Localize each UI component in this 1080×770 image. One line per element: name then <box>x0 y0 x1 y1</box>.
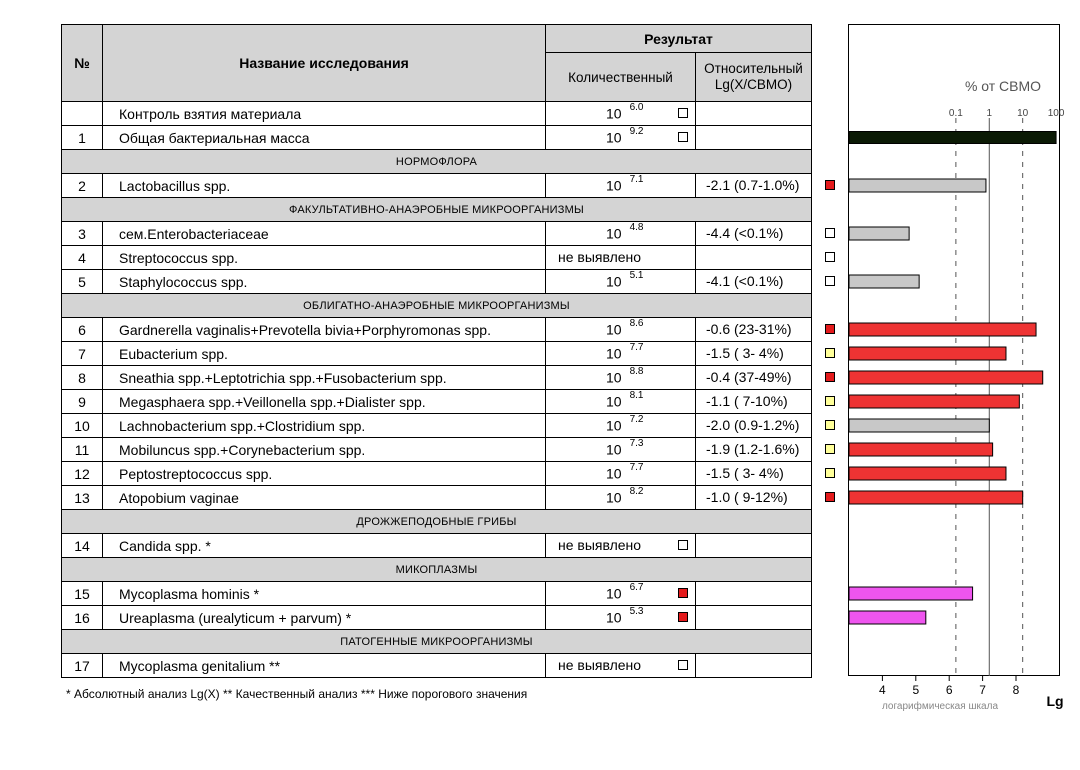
row-name: Контроль взятия материала <box>103 102 546 126</box>
row-number: 7 <box>62 342 103 366</box>
section-label: ДРОЖЖЕПОДОБНЫЕ ГРИБЫ <box>62 510 812 534</box>
quant-mantissa: 10 <box>606 585 622 602</box>
col-rel-header-line1: Относительный <box>704 61 803 76</box>
row-name: Candida spp. * <box>103 534 546 558</box>
quant-mantissa: 10 <box>606 369 622 386</box>
x-axis-label: логарифмическая шкала <box>881 701 999 712</box>
bar <box>849 587 973 600</box>
quant-exponent: 6.0 <box>629 102 644 113</box>
quant-exponent: 5.3 <box>629 606 644 617</box>
rel-value: -1.0 ( 9-12%) <box>706 489 788 505</box>
row-number: 9 <box>62 390 103 414</box>
top-tick-label: 100 <box>1047 108 1065 119</box>
rel-value: -2.0 (0.9-1.2%) <box>706 417 800 433</box>
quant-mantissa: 10 <box>606 441 622 458</box>
quant-mantissa: 10 <box>606 345 622 362</box>
bar <box>849 611 926 624</box>
quant-mantissa: 10 <box>606 129 622 146</box>
top-tick-label: 0.1 <box>948 108 963 119</box>
top-tick-label: 10 <box>1017 108 1029 119</box>
rel-value: -1.9 (1.2-1.6%) <box>706 441 800 457</box>
rel-value: -1.5 ( 3- 4%) <box>706 345 784 361</box>
quant-exponent: 7.7 <box>629 462 644 473</box>
rel-value: -1.5 ( 3- 4%) <box>706 465 784 481</box>
row-name: Общая бактериальная масса <box>103 126 546 150</box>
row-name: Mycoplasma genitalium ** <box>103 654 546 678</box>
bar <box>849 323 1036 336</box>
bottom-tick-label: 8 <box>1012 683 1020 697</box>
row-name: Ureaplasma (urealyticum + parvum) * <box>103 606 546 630</box>
quant-mantissa: 10 <box>606 489 622 506</box>
row-number: 15 <box>62 582 103 606</box>
bar <box>849 395 1019 408</box>
row-number: 6 <box>62 318 103 342</box>
bar <box>849 179 986 192</box>
quant-mantissa: 10 <box>606 177 622 194</box>
row-number: 4 <box>62 246 103 270</box>
row-name: Mycoplasma hominis * <box>103 582 546 606</box>
rel-value: -4.4 (<0.1%) <box>706 225 784 241</box>
row-number: 17 <box>62 654 103 678</box>
col-result-header: Результат <box>546 25 812 53</box>
bar <box>849 227 909 240</box>
row-number: 2 <box>62 174 103 198</box>
quant-mantissa: 10 <box>606 417 622 434</box>
section-label: ОБЛИГАТНО-АНАЭРОБНЫЕ МИКРООРГАНИЗМЫ <box>62 294 812 318</box>
row-name: Peptostreptococcus spp. <box>103 462 546 486</box>
row-number: 3 <box>62 222 103 246</box>
rel-value: -1.1 ( 7-10%) <box>706 393 788 409</box>
bar <box>849 347 1006 360</box>
bar <box>849 443 993 456</box>
top-axis-title: % от СВМО <box>964 78 1042 94</box>
unit-label: Lg <box>1046 693 1064 709</box>
bar <box>849 419 989 432</box>
quant-mantissa: 10 <box>606 321 622 338</box>
footnote: * Абсолютный анализ Lg(X) ** Качественный анализ *** Ниже порогового значения <box>66 687 528 701</box>
quant-exponent: 7.7 <box>629 342 644 353</box>
bar <box>849 371 1043 384</box>
section-label: ПАТОГЕННЫЕ МИКРООРГАНИЗМЫ <box>62 630 812 654</box>
row-number: 5 <box>62 270 103 294</box>
row-number: 12 <box>62 462 103 486</box>
row-name: Staphylococcus spp. <box>103 270 546 294</box>
quant-exponent: 8.1 <box>629 390 644 401</box>
row-number: 10 <box>62 414 103 438</box>
bar <box>849 467 1006 480</box>
row-name: Mobiluncus spp.+Corynebacterium spp. <box>103 438 546 462</box>
quant-exponent: 8.2 <box>629 486 644 497</box>
section-label: НОРМОФЛОРА <box>62 150 812 174</box>
row-name: Eubacterium spp. <box>103 342 546 366</box>
quant-exponent: 7.1 <box>629 174 644 185</box>
quant-exponent: 8.8 <box>629 366 644 377</box>
quant-exponent: 6.7 <box>629 582 644 593</box>
row-number: 11 <box>62 438 103 462</box>
quant-value: не выявлено <box>558 657 642 673</box>
bottom-tick-label: 7 <box>979 683 986 697</box>
quant-mantissa: 10 <box>606 393 622 410</box>
quant-exponent: 4.8 <box>629 222 644 233</box>
row-number: 13 <box>62 486 103 510</box>
quant-value: не выявлено <box>558 249 642 265</box>
rel-value: -0.4 (37-49%) <box>706 369 792 385</box>
bar <box>849 275 919 288</box>
bar <box>849 491 1023 504</box>
row-number: 8 <box>62 366 103 390</box>
rel-value: -0.6 (23-31%) <box>706 321 792 337</box>
row-name: Streptococcus spp. <box>103 246 546 270</box>
bottom-tick-label: 6 <box>945 683 953 697</box>
quant-mantissa: 10 <box>606 609 622 626</box>
quant-mantissa: 10 <box>606 225 622 242</box>
col-rel-header-line2: Lg(X/CBMO) <box>714 77 793 92</box>
bottom-tick-label: 4 <box>879 683 886 697</box>
quant-mantissa: 10 <box>606 273 622 290</box>
rel-value: -4.1 (<0.1%) <box>706 273 784 289</box>
row-name: Sneathia spp.+Leptotrichia spp.+Fusobacterium spp. <box>103 366 546 390</box>
col-quant-header: Количественный <box>546 53 696 102</box>
quant-exponent: 8.6 <box>629 318 644 329</box>
row-name: Gardnerella vaginalis+Prevotella bivia+Porphyromonas spp. <box>103 318 546 342</box>
quant-value: не выявлено <box>558 537 642 553</box>
row-number: 14 <box>62 534 103 558</box>
quant-exponent: 7.2 <box>629 414 644 425</box>
quant-exponent: 5.1 <box>629 270 644 281</box>
row-name: Megasphaera spp.+Veillonella spp.+Dialister spp. <box>103 390 546 414</box>
quant-exponent: 9.2 <box>629 126 644 137</box>
row-name: Lachnobacterium spp.+Clostridium spp. <box>103 414 546 438</box>
col-num-header: № <box>62 25 103 102</box>
row-number: 1 <box>62 126 103 150</box>
quant-mantissa: 10 <box>606 465 622 482</box>
section-label: ФАКУЛЬТАТИВНО-АНАЭРОБНЫЕ МИКРООРГАНИЗМЫ <box>62 198 812 222</box>
row-name: сем.Enterobacteriaceae <box>103 222 546 246</box>
rel-value: -2.1 (0.7-1.0%) <box>706 177 800 193</box>
quant-exponent: 7.3 <box>629 438 644 449</box>
col-name-header: Название исследования <box>103 25 546 102</box>
top-tick-label: 1 <box>986 108 993 119</box>
section-label: МИКОПЛАЗМЫ <box>62 558 812 582</box>
bottom-tick-label: 5 <box>912 683 920 697</box>
quant-mantissa: 10 <box>606 105 622 122</box>
row-name: Atopobium vaginae <box>103 486 546 510</box>
bar <box>849 132 1056 144</box>
row-name: Lactobacillus spp. <box>103 174 546 198</box>
row-number: 16 <box>62 606 103 630</box>
